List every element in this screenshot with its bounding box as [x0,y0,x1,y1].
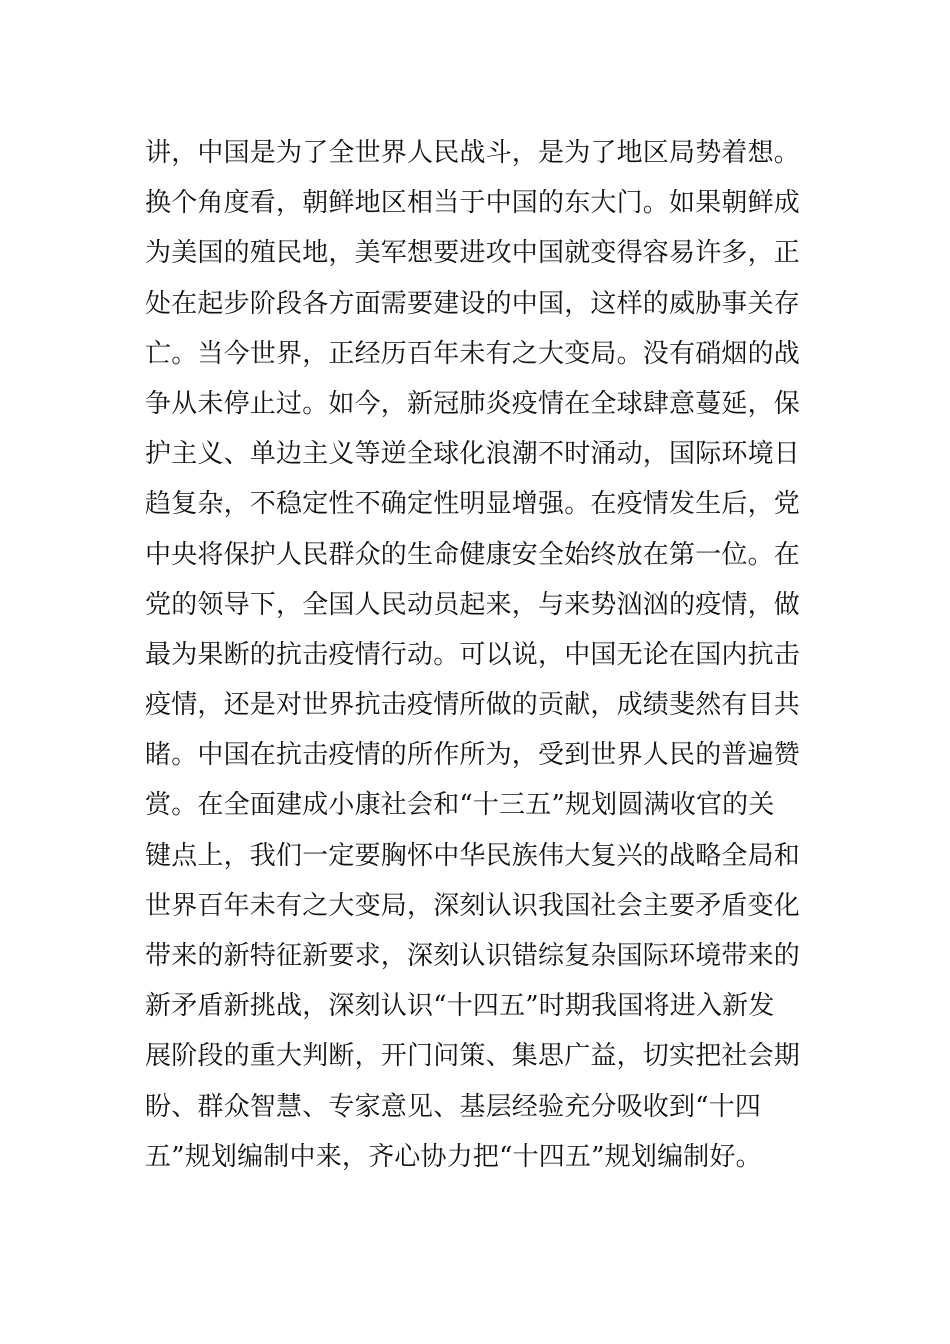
text-line-1: 讲，中国是为了全世界人民战斗，是为了地区局势着想。 [145,138,801,168]
text-line-15: 键点上，我们一定要胸怀中华民族伟大复兴的战略全局和 [145,840,801,871]
text-line-7: 护主义、单边主义等逆全球化浪潮不时涌动，国际环境日 [145,439,801,470]
text-line-4: 处在起步阶段各方面需要建设的中国，这样的威胁事关存 [145,288,801,319]
text-line-5: 亡。当今世界，正经历百年未有之大变局。没有硝烟的战 [145,338,801,369]
text-line-18: 新矛盾新挑战，深刻认识“十四五”时期我国将进入新发 [145,991,775,1022]
text-line-2: 换个角度看，朝鲜地区相当于中国的东大门。如果朝鲜成 [145,188,801,219]
text-line-13: 睹。中国在抗击疫情的所作所为，受到世界人民的普遍赞 [145,740,801,771]
text-line-11: 最为果断的抗击疫情行动。可以说，中国无论在国内抗击 [145,639,801,670]
text-line-16: 世界百年未有之大变局，深刻认识我国社会主要矛盾变化 [145,890,801,921]
text-line-10: 党的领导下，全国人民动员起来，与来势汹汹的疫情，做 [145,589,801,620]
text-line-17: 带来的新特征新要求，深刻认识错综复杂国际环境带来的 [145,941,801,971]
text-line-9: 中央将保护人民群众的生命健康安全始终放在第一位。在 [145,539,801,570]
text-line-3: 为美国的殖民地，美军想要进攻中国就变得容易许多，正 [145,238,801,269]
text-line-6: 争从未停止过。如今，新冠肺炎疫情在全球肆意蔓延，保 [145,388,801,419]
text-line-21: 五”规划编制中来，齐心协力把“十四五”规划编制好。 [145,1141,762,1172]
text-line-8: 趋复杂，不稳定性不确定性明显增强。在疫情发生后，党 [145,489,801,520]
text-line-19: 展阶段的重大判断，开门问策、集思广益，切实把社会期 [145,1041,801,1072]
text-line-14: 赏。在全面建成小康社会和“十三五”规划圆满收官的关 [145,790,775,821]
text-line-12: 疫情，还是对世界抗击疫情所做的贡献，成绩斐然有目共 [145,690,801,721]
body-paragraph [145,128,805,1182]
text-line-20: 盼、群众智慧、专家意见、基层经验充分吸收到“十四 [145,1091,762,1122]
